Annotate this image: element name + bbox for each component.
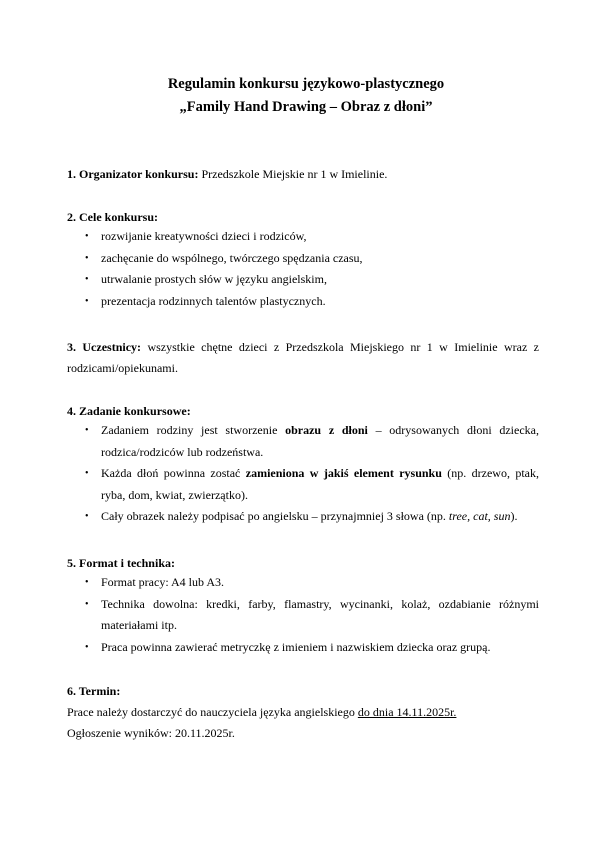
list-item-text: ).	[510, 509, 518, 523]
list-item-text: zachęcanie do wspólnego, twórczego spędzania czasu,	[101, 250, 363, 265]
bullet-icon: •	[85, 274, 89, 285]
results-line: Ogłoszenie wyników: 20.11.2025r.	[67, 726, 235, 740]
section-heading: 4. Zadanie konkursowe:	[67, 404, 191, 418]
section-participants	[67, 337, 539, 379]
deadline-text: Prace należy dostarczyć do nauczyciela języka angielskiego	[67, 705, 358, 719]
section-heading: 2. Cele konkursu:	[67, 210, 159, 224]
list-item-text: prezentacja rodzinnych talentów plastycznych.	[101, 293, 326, 308]
list-item-text: Technika dowolna: kredki, farby, flamastry, wycinanki, kolaż, ozdabianie różnymi materiałami itp.	[101, 596, 539, 632]
bullet-icon: •	[85, 425, 89, 436]
bullet-icon: •	[85, 231, 89, 242]
list-item	[67, 594, 539, 637]
bullet-icon: •	[85, 295, 89, 307]
section-text: wszystkie chętne dzieci z Przedszkola Miejskiego nr 1 w Imielinie wraz z rodzicami/opiekunami.	[67, 340, 539, 375]
section-heading: 1. Organizator konkursu:	[67, 167, 199, 181]
list-item-text: rozwijanie kreatywności dzieci i rodziców,	[101, 229, 307, 243]
document-title: Regulamin konkursu językowo-plastycznego	[167, 76, 445, 92]
deadline-line	[67, 702, 539, 723]
list-item	[67, 248, 539, 270]
section-goals	[67, 208, 539, 312]
section-format	[67, 554, 539, 658]
deadline-date: do dnia 14.11.2025r.	[357, 705, 457, 719]
bullet-icon: •	[85, 641, 89, 653]
list-item	[67, 463, 539, 506]
list-item	[67, 506, 539, 528]
section-task	[67, 402, 539, 528]
list-item	[67, 291, 539, 313]
bullet-icon: •	[85, 468, 89, 479]
list-item-text: Cały obrazek należy podpisać po angielsku – przynajmniej 3 słowa (np.	[101, 509, 449, 523]
list-item	[67, 420, 539, 463]
list-item-text: Każda dłoń powinna zostać	[101, 466, 246, 480]
task-list	[67, 420, 539, 528]
list-item	[67, 572, 539, 594]
goals-list	[67, 226, 539, 312]
list-item-text: utrwalanie prostych słów w języku angielskim,	[101, 272, 327, 286]
list-item-text: (np. drzewo, ptak, ryba, dom, kwiat, zwierzątko).	[101, 466, 539, 502]
bullet-icon: •	[85, 598, 89, 610]
list-item-text: Format pracy: A4 lub A3.	[101, 575, 224, 589]
emphasis-text: zamieniona w jakiś element rysunku	[245, 466, 442, 480]
section-heading: 6. Termin:	[67, 684, 121, 698]
bullet-icon: •	[85, 511, 89, 522]
list-item-text: Zadaniem rodziny jest stworzenie	[101, 423, 286, 437]
list-item	[67, 269, 539, 291]
format-list	[67, 572, 539, 658]
section-deadline	[67, 682, 539, 744]
section-text: Przedszkole Miejskie nr 1 w Imielinie.	[198, 167, 388, 181]
bullet-icon: •	[85, 252, 89, 264]
section-heading: 5. Format i technika:	[67, 556, 175, 570]
section-organizer	[67, 167, 539, 182]
section-heading: 3. Uczestnicy:	[67, 340, 142, 354]
document-subtitle: „Family Hand Drawing – Obraz z dłoni”	[179, 99, 433, 115]
list-item	[67, 226, 539, 248]
list-item-text: Praca powinna zawierać metryczkę z imieniem i nazwiskiem dziecka oraz grupą.	[101, 639, 491, 654]
list-item-text: – odrysowanych dłoni dziecka, rodzica/rodziców lub rodzeństwa.	[101, 423, 539, 459]
italic-text: tree, cat, sun	[448, 509, 511, 523]
bullet-icon: •	[85, 577, 89, 588]
emphasis-text: obrazu z dłoni	[285, 423, 368, 437]
list-item	[67, 637, 539, 659]
